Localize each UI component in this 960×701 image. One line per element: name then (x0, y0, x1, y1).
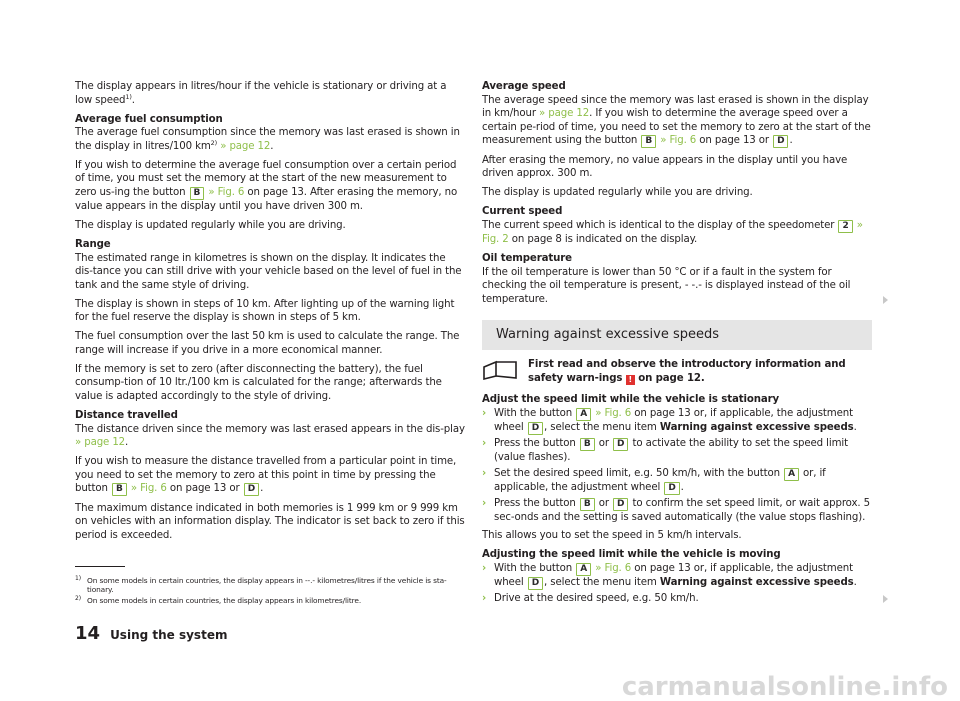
key-2: 2 (838, 220, 852, 233)
paragraph: The fuel consumption over the last 50 km is used to calculate the range. The range will increase if you drive in a more economical manner. (75, 331, 460, 356)
oil-temperature-section: Oil temperature If the oil temperature is lower than 50 °C or if a fault in the system for checking the oil temperature is present, - -.- is displayed instead of the oil temperature. (482, 252, 872, 306)
key-d: D (773, 135, 788, 148)
paragraph: The display is updated regularly while you are driving. (482, 187, 753, 199)
paragraph: If you wish to measure the distance travelled from a particular point in time, you need to set the memory to zero at this point in time by pressing the button B » Fig. 6 on page 13 or D . (75, 456, 457, 495)
fig-link[interactable]: » Fig. 2 (482, 219, 863, 245)
paragraph: If you wish to determine the average fuel consumption over a certain period of time, you must set the memory at the start of the new measurement to zero us-ing the button B » Fig. 6 on page 13. After erasing the memory, no value appears in the display until you have driven 300 m. (75, 159, 458, 212)
heading-adjust-stationary: Adjust the speed limit while the vehicle is stationary (482, 394, 780, 406)
warning-icon: ! (626, 375, 635, 385)
key-d: D (613, 498, 628, 511)
right-column (482, 80, 872, 607)
paragraph: The display appears in litres/hour if the vehicle is stationary or driving at a low speed$^{1)}$. (75, 81, 447, 106)
key-a: A (576, 563, 591, 576)
fig-link[interactable]: » Fig. 6 (595, 408, 632, 420)
read-first-note (482, 358, 872, 385)
heading-oil-temperature: Oil temperature (482, 252, 572, 264)
fig-link[interactable]: » Fig. 6 (660, 135, 697, 147)
key-b: B (580, 438, 595, 451)
arrow-icon: › (482, 438, 487, 450)
heading-average-fuel: Average fuel consumption (75, 113, 223, 125)
page-number: 14 (75, 623, 101, 644)
key-d: D (613, 438, 628, 451)
page-link[interactable]: » page 12 (75, 437, 126, 449)
arrow-icon: › (482, 408, 487, 420)
key-d: D (664, 482, 679, 495)
heading-distance: Distance travelled (75, 410, 178, 421)
range-section: Range The estimated range in kilometres is shown on the display. It indicates the dis-tance you can still drive with your vehicle based on the level of fuel in the tank and the same style of driving. (75, 238, 465, 292)
footnotes (75, 566, 465, 608)
paragraph: After erasing the memory, no value appears in the display until you have driven approx. 300 m. (482, 154, 848, 180)
key-b: B (641, 135, 656, 148)
key-a: A (576, 408, 591, 421)
paragraph: The maximum distance indicated in both memories is 1 999 km or 9 999 km on vehicles with an information display. The indicator is set back to zero if this period is exceeded. (75, 502, 465, 541)
key-d: D (528, 422, 543, 435)
distance-section: Distance travelled The distance driven since the memory was last erased appears in the dis-play » page 12. (75, 410, 465, 449)
end-of-section-icon (883, 296, 888, 304)
paragraph: If the memory is set to zero (after disconnecting the battery), the fuel consump-tion of 10 ltr./100 km is calculated for the range; afterwards the value is adapted accordingly to the style of driving. (75, 363, 442, 403)
footnote-divider (75, 566, 125, 567)
page-link[interactable]: » page 12 (539, 108, 590, 120)
key-d: D (244, 483, 259, 496)
list-item: › Press the button B or D to confirm the set speed limit, or wait approx. 5 sec-onds and the setting is saved automatically (the value stops flashing). (482, 497, 870, 523)
list-item: › With the button A » Fig. 6 on page 13 or, if applicable, the adjustment wheel D , select the menu item Warning against excessive speeds. (482, 408, 857, 434)
current-speed-section: Current speed The current speed which is identical to the display of the speedometer 2 » Fig. 2 on page 8 is indicated on the display. (482, 205, 872, 246)
footnote-ref[interactable]: 2) (210, 138, 218, 147)
key-d: D (528, 577, 543, 590)
key-b: B (580, 498, 595, 511)
arrow-icon: › (482, 467, 487, 479)
left-column (75, 80, 465, 548)
fig-link[interactable]: » Fig. 6 (595, 562, 632, 574)
fig-link[interactable]: » Fig. 6 (208, 186, 245, 198)
page-link[interactable]: » page 12 (220, 140, 271, 152)
arrow-icon: › (482, 497, 487, 509)
footnote-ref[interactable]: 1) (125, 92, 132, 101)
list-item: › With the button A » Fig. 6 on page 13 or, if applicable, the adjustment wheel D , select the menu item Warning against excessive speeds. (482, 562, 857, 588)
key-b: B (190, 187, 205, 200)
paragraph: This allows you to set the speed in 5 km/h intervals. (482, 530, 742, 542)
page-footer (75, 623, 228, 644)
fig-link[interactable]: » Fig. 6 (130, 483, 167, 495)
heading-adjust-moving: Adjusting the speed limit while the vehicle is moving (482, 549, 781, 561)
footnote: 2) On some models in certain countries, the display appears in kilometres/litre. (75, 595, 362, 606)
list-item: › Drive at the desired speed, e.g. 50 km/h. (482, 592, 872, 606)
open-book-icon (482, 358, 518, 380)
arrow-icon: › (482, 592, 487, 604)
heading-average-speed: Average speed (482, 81, 566, 92)
heading-range: Range (75, 238, 111, 250)
paragraph: The display is shown in steps of 10 km. After lighting up of the warning light for the fuel reserve the display is shown in steps of 5 km. (75, 298, 455, 324)
average-speed-section: Average speed The average speed since the memory was last erased is shown in the display in km/hour » page 12. If you wish to determine the average speed over a certain pe-riod of time, you need to set the memory to zero at the start of the measurement using the button B » Fig. 6 on page 13 or D . (482, 81, 871, 147)
note-text: First read and observe the introductory information and safety warn-ings ! on page 12. (528, 359, 846, 384)
paragraph: The display is updated regularly while you are driving. (75, 219, 346, 231)
continued-icon (883, 595, 888, 603)
section-title: Warning against excessive speeds (496, 327, 720, 343)
chapter-title: Using the system (110, 628, 228, 642)
list-item: › Press the button B or D to activate the ability to set the speed limit (value flashes). (482, 438, 848, 464)
list-item: › Set the desired speed limit, e.g. 50 km/h, with the button A or, if applicable, the adjustment wheel D . (482, 467, 826, 493)
key-b: B (112, 483, 127, 496)
heading-current-speed: Current speed (482, 206, 563, 218)
section-header (482, 320, 872, 350)
arrow-icon: › (482, 562, 487, 574)
key-a: A (784, 468, 799, 481)
average-fuel-section: Average fuel consumption The average fuel consumption since the memory was last erased is shown in the display in litres/100 $km^{2)}$ » page 12. (75, 113, 465, 154)
watermark: carmanualsonline.info (621, 672, 948, 701)
footnote: 1) On some models in certain countries, the display appears in --.- kilometres/litres if the vehicle is sta-tionary. (75, 575, 447, 595)
